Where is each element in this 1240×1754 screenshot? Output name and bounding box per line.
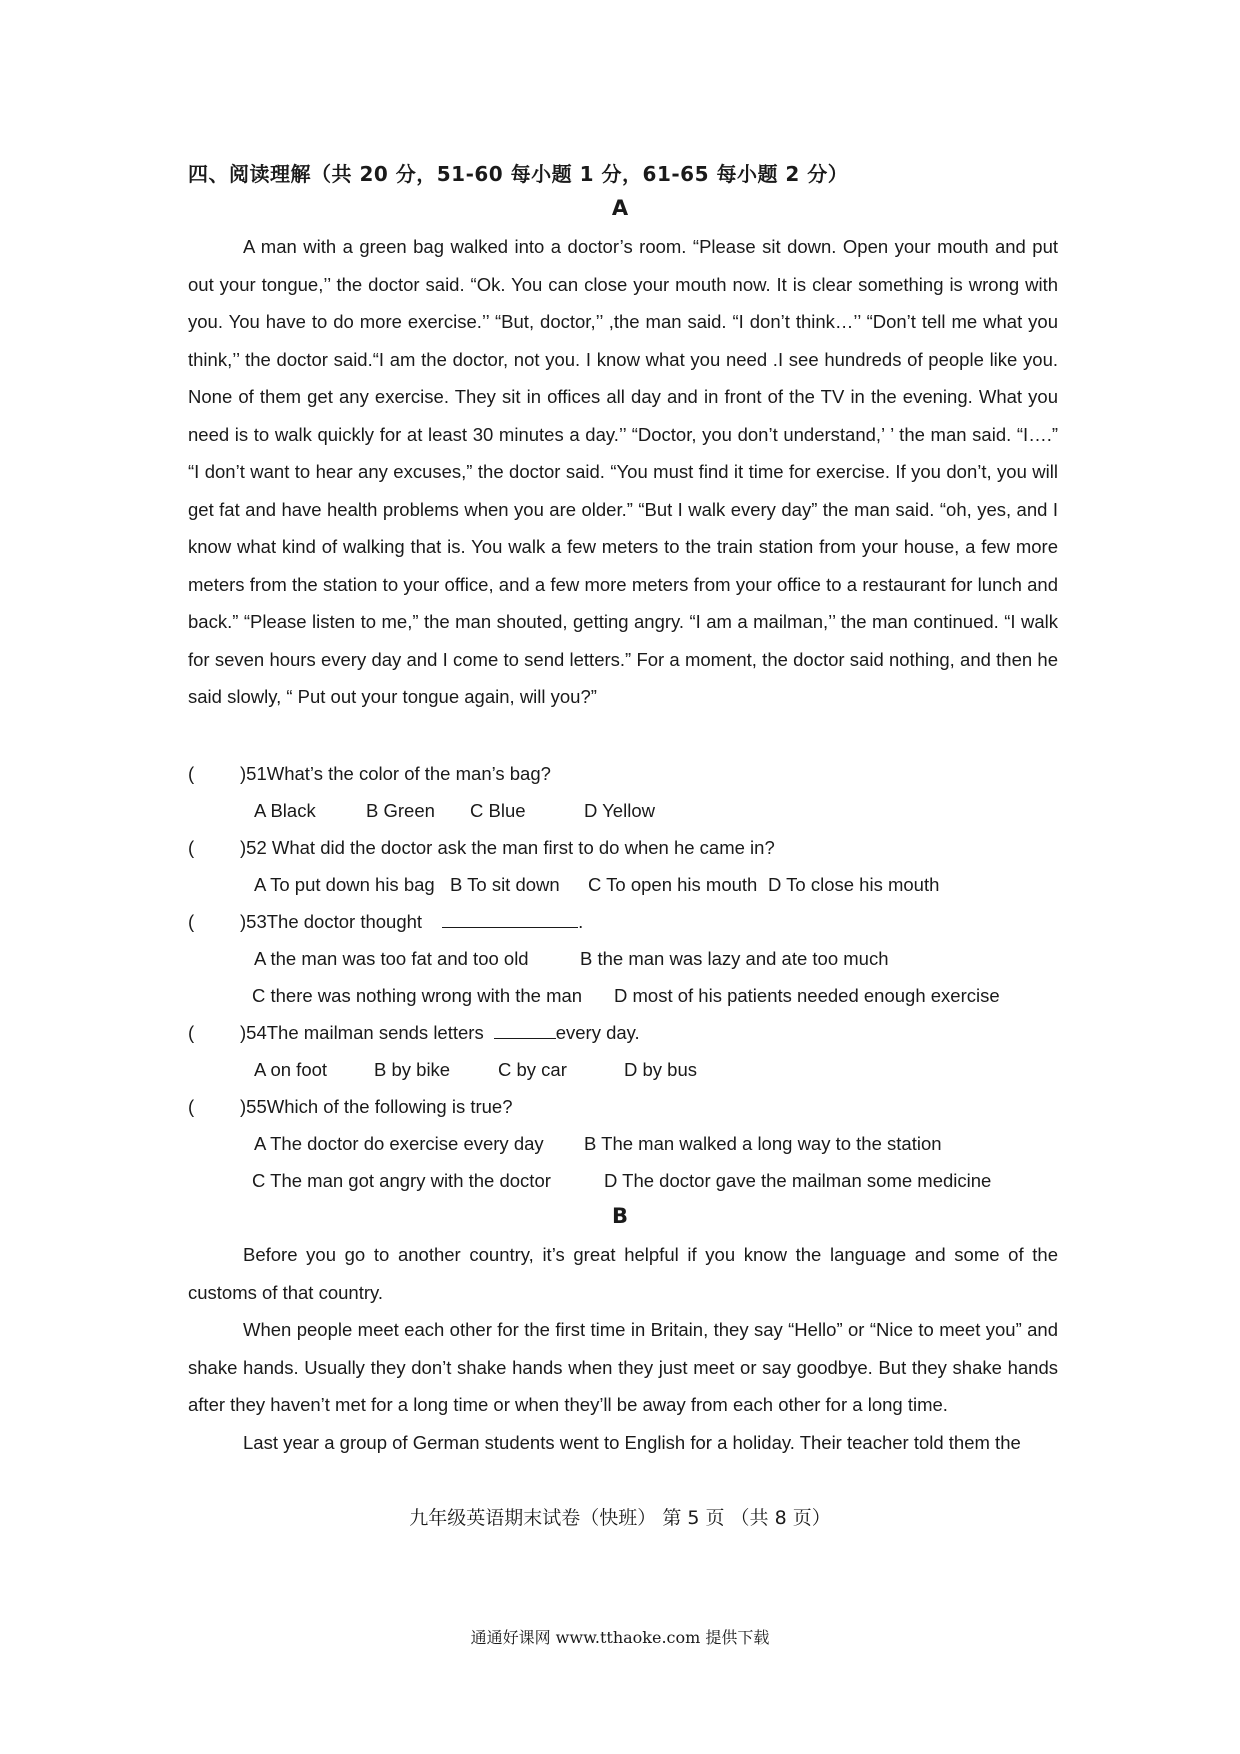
option-c: C Blue <box>470 800 526 821</box>
option-b: B Green <box>366 800 435 821</box>
question-53 <box>188 903 583 940</box>
answer-paren-open: ( <box>188 1096 195 1117</box>
watermark-text: 通通好课网 www.tthaoke.com 提供下载 <box>470 1628 770 1647</box>
option-b: B The man walked a long way to the station <box>584 1133 942 1154</box>
answer-paren-open: ( <box>188 763 195 784</box>
option-d: D The doctor gave the mailman some medicine <box>604 1170 992 1191</box>
option-d: D Yellow <box>584 800 655 821</box>
passage-b <box>188 1236 1058 1461</box>
answer-paren-open: ( <box>188 837 195 858</box>
answer-blank[interactable] <box>442 907 578 928</box>
option-c: C by car <box>498 1059 567 1080</box>
section-heading: 四、阅读理解（共 20 分，51-60 每小题 1 分，61-65 每小题 2 分） <box>188 162 849 186</box>
option-a: A on foot <box>254 1059 328 1080</box>
answer-paren-close: ) <box>240 763 247 784</box>
option-b: B by bike <box>374 1059 451 1080</box>
question-stem: 55Which of the following is true? <box>246 1096 513 1117</box>
question-54 <box>188 1014 640 1051</box>
answer-paren-close: ) <box>240 1022 247 1043</box>
option-a: A To put down his bag <box>254 874 435 895</box>
passage-a-text: A man with a green bag walked into a doctor’s room. “Please sit down. Open your mouth and put out your tongue,’’ the doctor said. “Ok. You can close your mouth now. It is clear something is wrong with you. You have to do more exercise.’’ “But, doctor,’’ ,the man said. “I don’t think…’’ “Don’t tell me what you think,’’ the doctor said.“I am the doctor, not you. I know what you need .I see hundreds of people like you. None of them get any exercise. They sit in offices all day and in front of the TV in the evening. What you need is to walk quickly for at least 30 minutes a day.’’ “Doctor, you don’t understand,’ ’ the man said. “I….” “I don’t want to hear any excuses,” the doctor said. “You must find it time for exercise. If you don’t, you will get fat and have health problems when you are older.” “But I walk every day” the man said. “oh, yes, and I know what kind of walking that is. You walk a few meters to the train station from your house, a few more meters from the station to your office, and a few more meters from your office to a restaurant for lunch and back.” “Please listen to me,” the man shouted, getting angry. “I am a mailman,’’ the man continued. “I walk for seven hours every day and I come to send letters.” For a moment, the doctor said nothing, and then he said slowly, “ Put out your tongue again, will you?” <box>188 236 1058 707</box>
question-55 <box>188 1088 513 1125</box>
question-stem-end: . <box>578 911 584 932</box>
question-stem: 52 What did the doctor ask the man first to do when he came in? <box>246 837 775 858</box>
question-stem: 54The mailman sends letters <box>246 1022 484 1043</box>
option-c: C The man got angry with the doctor <box>252 1170 551 1191</box>
answer-paren-close: ) <box>240 837 247 858</box>
passage-b-paragraph: Last year a group of German students went to English for a holiday. Their teacher told them the <box>243 1431 1021 1453</box>
option-d: D most of his patients needed enough exercise <box>614 985 1000 1006</box>
answer-blank[interactable] <box>494 1018 556 1039</box>
answer-paren-close: ) <box>240 1096 247 1117</box>
option-d: D To close his mouth <box>768 874 940 895</box>
option-a: A Black <box>254 800 316 821</box>
part-a-title: A <box>611 196 629 220</box>
option-b: B the man was lazy and ate too much <box>580 948 889 969</box>
question-51 <box>188 755 551 792</box>
passage-a <box>188 228 1058 716</box>
option-c: C there was nothing wrong with the man <box>252 985 583 1006</box>
option-a: A The doctor do exercise every day <box>254 1133 544 1154</box>
answer-paren-close: ) <box>240 911 247 932</box>
option-a: A the man was too fat and too old <box>254 948 529 969</box>
part-b-title: B <box>611 1204 628 1228</box>
passage-b-paragraph: Before you go to another country, it’s great helpful if you know the language and some of the customs of that country. <box>188 1244 1058 1303</box>
question-stem: 53The doctor thought <box>246 911 423 932</box>
option-b: B To sit down <box>450 874 560 895</box>
question-52 <box>188 829 775 866</box>
option-c: C To open his mouth <box>588 874 758 895</box>
answer-paren-open: ( <box>188 1022 195 1043</box>
option-d: D by bus <box>624 1059 698 1080</box>
passage-b-paragraph: When people meet each other for the first time in Britain, they say “Hello” or “Nice to meet you” and shake hands. Usually they don’t shake hands when they just meet or say goodbye. But they shake hands after they haven’t met for a long time or when they’ll be away from each other for a long time. <box>188 1319 1058 1415</box>
page-footer: 九年级英语期末试卷（快班） 第 5 页 （共 8 页） <box>409 1507 831 1529</box>
question-stem: 51What’s the color of the man’s bag? <box>246 763 551 784</box>
answer-paren-open: ( <box>188 911 195 932</box>
question-stem-end: every day. <box>555 1022 640 1043</box>
